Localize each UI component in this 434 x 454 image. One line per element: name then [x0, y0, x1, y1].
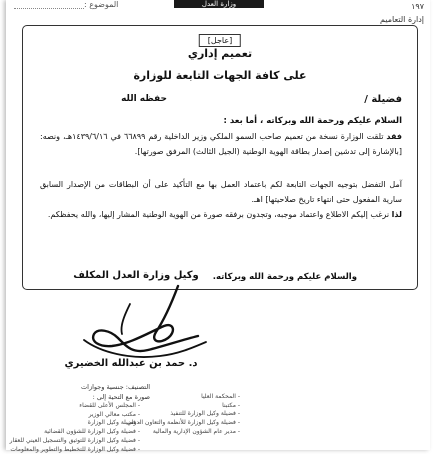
- closing-line: والسلام عليكم ورحمة الله وبركاته.: [212, 272, 357, 282]
- paragraph-1-text: تلقت الوزارة نسخة من تعميم صاحب السمو الملكي وزير الداخلية رقم ٦٦٨٩٩ في ١٤٣٩/٦/١٦هـ، ونصه: [بالإشارة إلى تدشين إصدار بطاقة الهوية الوطنية (الجيل الثالث) المرفق صورتها].: [40, 132, 402, 156]
- list-item: - فضيلة وكيل الوزارة: [10, 419, 140, 428]
- letter-frame: [22, 25, 418, 290]
- list-item: - فضيلة وكيل الوزارة للتوثيق والتسجيل العيني للعقار: [10, 437, 140, 446]
- handwritten-signature: [60, 282, 210, 370]
- list-item: - مدير عام الشؤون الإدارية والمالية: [127, 428, 240, 437]
- distribution-list-left: [127, 393, 240, 437]
- list-item: - فضيلة وكيل الوزارة للشؤون القضائية: [10, 428, 140, 437]
- paragraph-2: آمل التفضل بتوجيه الجهات التابعة لكم باعتماد العمل بها مع التأكيد على أن البطاقات من الإصدار السابق سارية المفعول حتى انتهاء تاريخ صلاحيتها] اهـ.: [40, 180, 402, 204]
- distribution-list-right: [10, 402, 140, 454]
- subject-line: [14, 8, 84, 9]
- list-item: - مكتب معالي الوزير: [10, 411, 140, 420]
- paragraph-3-lead: لذا: [391, 210, 402, 219]
- copies-heading: صورة مع التحية إلى :: [92, 393, 150, 401]
- subject-field: [10, 0, 118, 9]
- signature-block: [56, 268, 216, 378]
- document-page: [6, 0, 430, 453]
- signatory-title: وكيل وزارة العدل المكلف: [73, 270, 199, 281]
- list-item: - مكتبنا: [127, 402, 240, 411]
- list-item: - فضيلة وكيل الوزارة للتخطيط والتطوير والمعلومات: [10, 446, 140, 454]
- paragraph-3: [40, 207, 402, 222]
- greeting: السلام عليكم ورحمة الله وبركاته ، أما بعد :: [223, 116, 402, 126]
- paragraph-3-text: نرغب إليكم الاطلاع واعتماد موجبه، وتجدون برفقه صورة من الهوية الوطنية المشار إليها، والله يحفظكم.: [47, 210, 390, 219]
- classification: التصنيف: جنسية وجوازات: [81, 383, 150, 391]
- honorific: حفظه الله: [121, 94, 167, 104]
- list-item: - فضيلة وكيل الوزارة للتنفيذ: [127, 410, 240, 419]
- paragraph-1: [40, 129, 402, 159]
- subject-label: الموضوع :: [84, 0, 119, 9]
- letter-title: تعميم إداري: [187, 47, 253, 60]
- ministry-emblem: [174, 0, 264, 8]
- emblem-text: وزارة العدل: [201, 0, 237, 8]
- list-item: - المحكمة العليا: [127, 393, 240, 402]
- paragraph-1-lead: فقد: [386, 132, 403, 141]
- signatory-name: د. حمد بن عبدالله الخضيري: [64, 358, 198, 369]
- list-item: - المجلس الأعلى للقضاء: [10, 402, 140, 411]
- letter-number: ١٩٧: [411, 2, 424, 11]
- salutation: فضيلة /: [364, 94, 402, 105]
- ministry-department: إدارة التعاميم: [380, 15, 424, 24]
- list-item: - فضيلة وكيل الوزارة للأنظمة والتعاون الدولي: [127, 419, 240, 428]
- header-ministry-block: [380, 0, 424, 26]
- letter-subtitle: على كافة الجهات التابعة للوزارة: [133, 69, 307, 82]
- urgent-stamp: [عاجل]: [199, 34, 241, 47]
